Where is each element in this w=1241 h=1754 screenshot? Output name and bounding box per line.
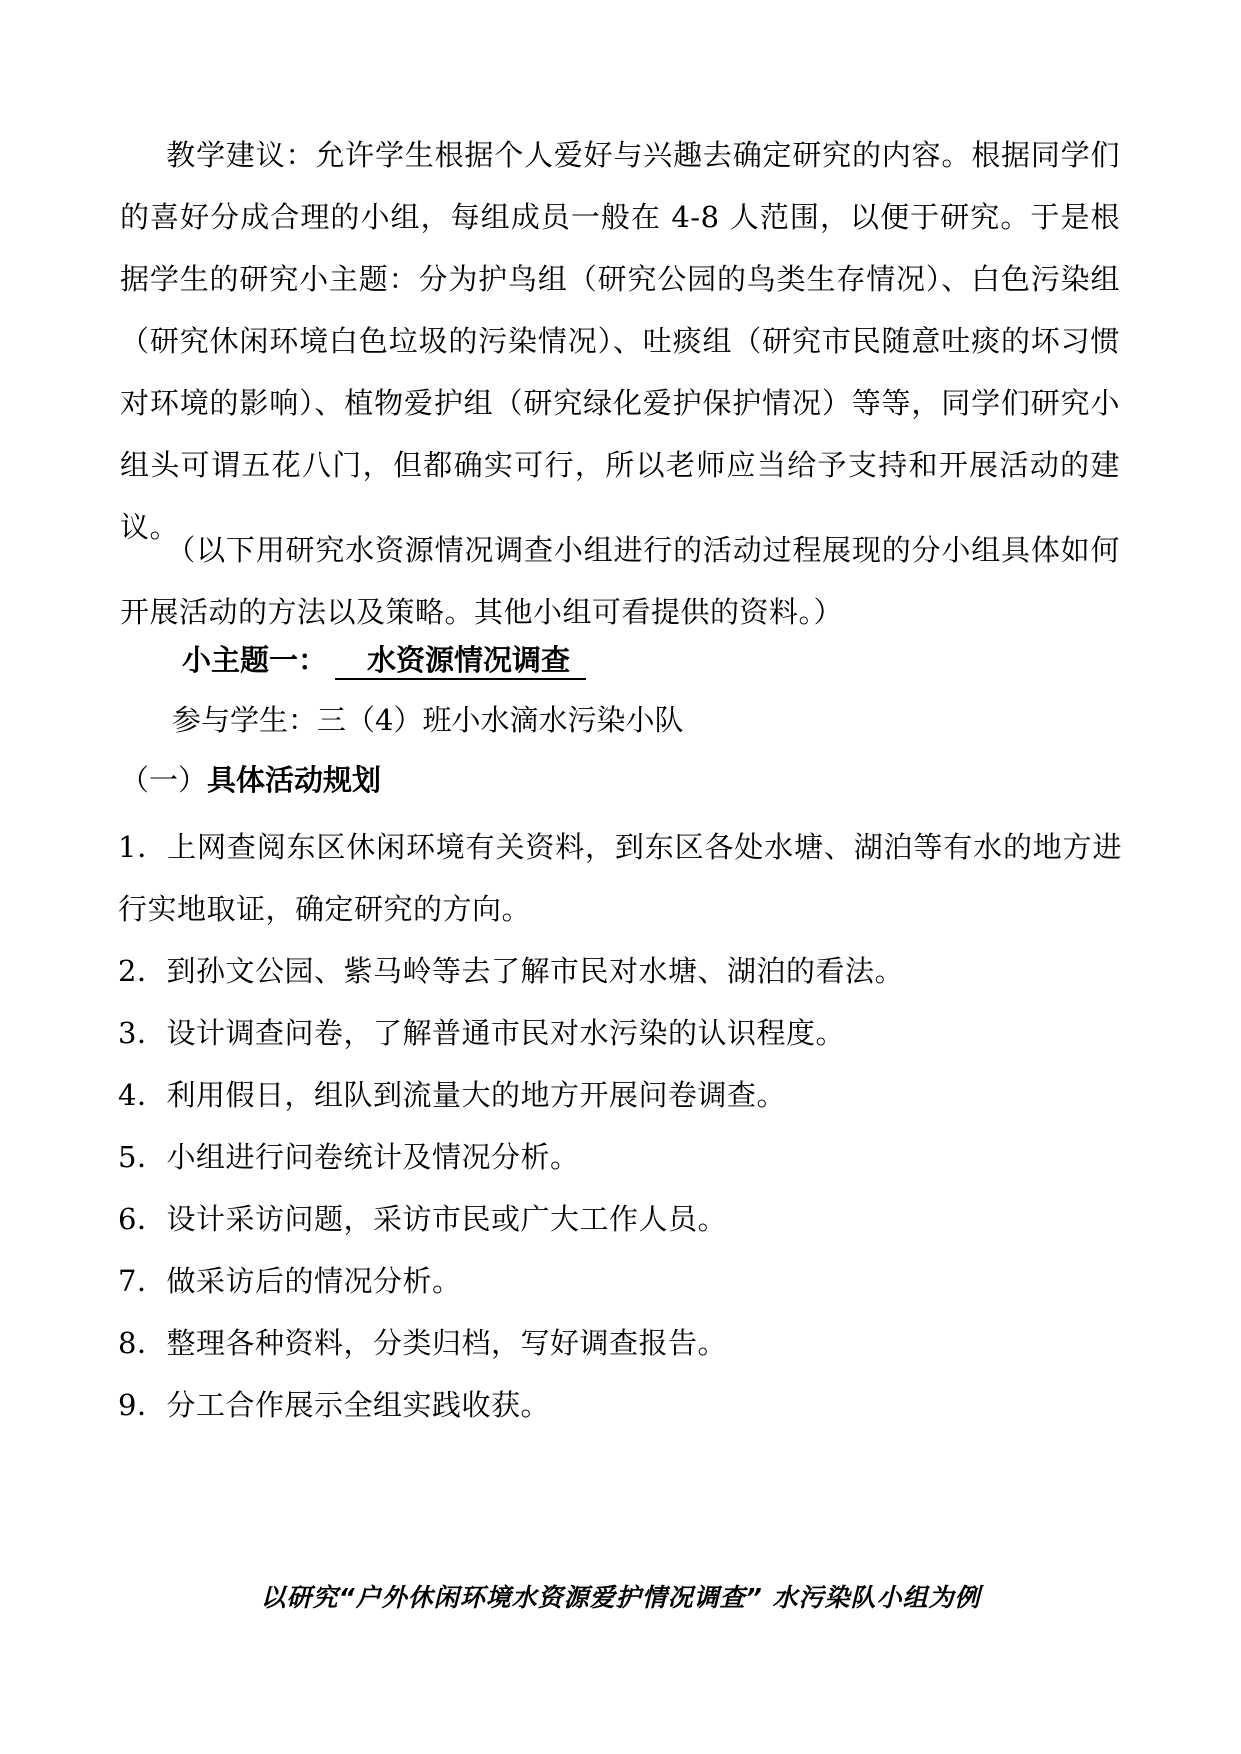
- participants-line: 参与学生：三（4）班小水滴水污染小队: [172, 703, 684, 737]
- plan-item: 3．设计调查问卷，了解普通市民对水污染的认识程度。: [118, 1016, 845, 1050]
- section-title: [120, 760, 381, 800]
- plan-item: 4．利用假日，组队到流量大的地方开展问卷调查。: [118, 1078, 786, 1112]
- section-title-text: 具体活动规划: [207, 763, 382, 797]
- teaching-suggestion-text: 教学建议：允许学生根据个人爱好与兴趣去确定研究的内容。根据同学们的喜好分成合理的小组，每组成员一般在 4-8 人范围，以便于研究。于是根据学生的研究小主题：分为护鸟组（研究公园的鸟类生存情况）、白色污染组（研究休闲环境白色垃圾的污染情况）、吐痰组（研究市民随意吐痰的坏习惯对环境的影响）、植物爱护组（研究绿化爱护保护情况）等等，同学们研究小组头可谓五花八门，但都确实可行，所以老师应当给予支持和开展活动的建议。: [120, 138, 1120, 544]
- plan-item: 7．做采访后的情况分析。: [118, 1264, 462, 1298]
- section-prefix: （一）: [120, 763, 208, 797]
- subtopic-label: 小主题一：: [182, 643, 328, 677]
- plan-item: 6．设计采访问题，采访市民或广大工作人员。: [118, 1202, 727, 1236]
- note-paragraph: [120, 519, 1120, 643]
- activity-plan-list: [118, 816, 1122, 1436]
- teaching-suggestion-paragraph: [120, 124, 1120, 558]
- plan-item: 2．到孙文公园、紫马岭等去了解市民对水塘、湖泊的看法。: [118, 954, 904, 988]
- plan-item: 9．分工合作展示全组实践收获。: [118, 1388, 550, 1422]
- plan-item: 8．整理各种资料，分类归档，写好调查报告。: [118, 1326, 727, 1360]
- plan-item: 1．上网查阅东区休闲环境有关资料，到东区各处水塘、湖泊等有水的地方进行实地取证，确定研究的方向。: [118, 830, 1122, 926]
- subtopic-title: 水资源情况调查: [335, 642, 586, 680]
- plan-item: 5．小组进行问卷统计及情况分析。: [118, 1140, 580, 1174]
- subtopic-heading: [182, 640, 586, 680]
- footer-caption: 以研究“户外休闲环境水资源爱护情况调查” 水污染队小组为例: [260, 1583, 981, 1612]
- note-text: （以下用研究水资源情况调查小组进行的活动过程展现的分小组具体如何开展活动的方法以及策略。其他小组可看提供的资料。）: [120, 533, 1120, 629]
